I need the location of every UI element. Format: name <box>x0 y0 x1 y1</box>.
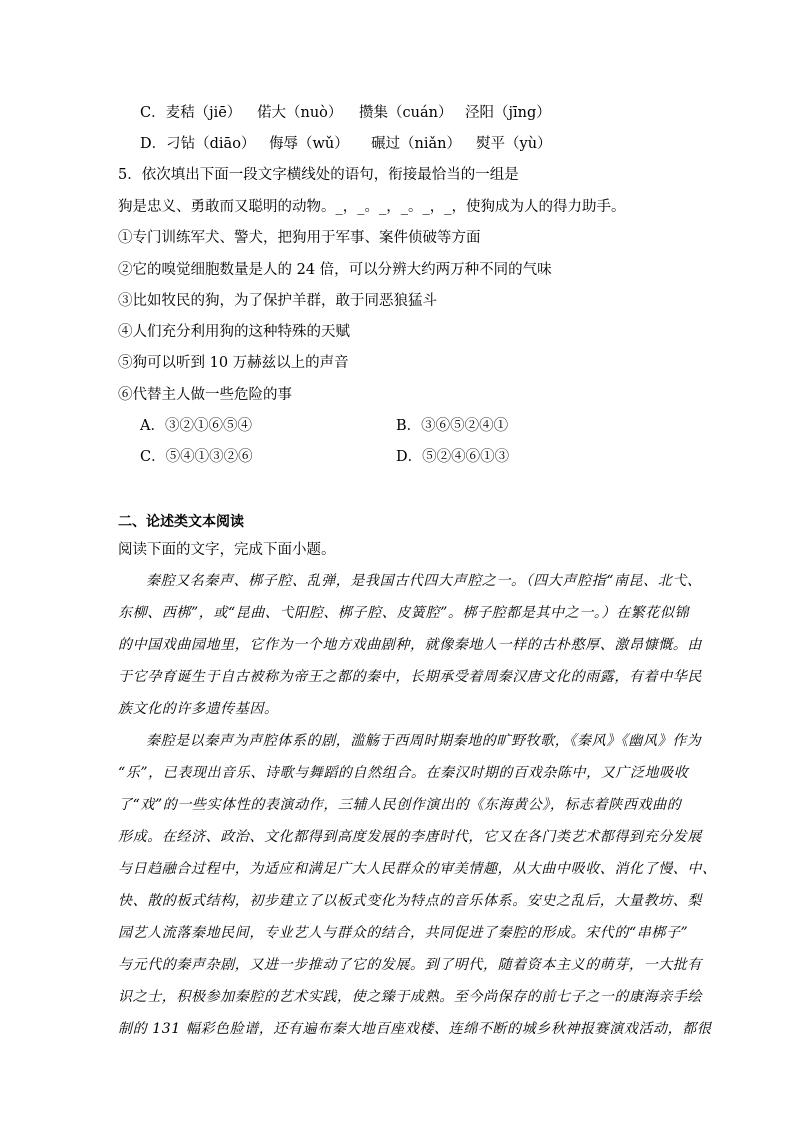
para2-line-5: 与日趋融合过程中，为适应和满足广大人民群众的审美情趣，从大曲中吸收、消化了慢、中、 <box>118 861 717 877</box>
q5-item-1: ①专门训练军犬、警犬，把狗用于军事、案件侦破等方面 <box>118 230 481 246</box>
q4-option-d-4: 熨平（yù） <box>476 136 552 152</box>
q5-choice-c: C．⑤④①③②⑥ <box>140 449 253 465</box>
section-title: 二、论述类文本阅读 <box>118 514 244 530</box>
q4-option-c-3: 攒集（cuán） <box>359 105 453 121</box>
q4-option-d-2: 侮辱（wǔ） <box>269 136 349 152</box>
para2-line-10: 制的 131 幅彩色脸谱，还有遍布秦大地百座戏楼、连绵不断的城乡秋神报赛演戏活动，都很 <box>118 1021 712 1037</box>
q5-choice-d: D．⑤②④⑥①③ <box>396 449 510 465</box>
q5-item-3: ③比如牧民的狗，为了保护羊群，敢于同恶狼猛斗 <box>118 293 437 309</box>
q5-passage: 狗是忠义、勇敢而又聪明的动物。_，_。_，_。_，_，使狗成为人的得力助手。 <box>118 199 626 215</box>
para2-line-7: 园艺人流落秦地民间，专业艺人与群众的结合，共同促进了秦腔的形成。宋代的“串梆子” <box>118 925 689 941</box>
q4-option-d-1: D．刁钻（diāo） <box>140 136 256 152</box>
para1-line-1: 秦腔又名秦声、梆子腔、乱弹，是我国古代四大声腔之一。（四大声腔指“南昆、北弋、 <box>146 573 702 589</box>
para1-line-3: 的中国戏曲园地里，它作为一个地方戏曲剧种，就像秦地人一样的古朴憨厚、激昂慷慨。由 <box>118 637 702 653</box>
q5-stem: 5．依次填出下面一段文字横线处的语句，衔接最恰当的一组是 <box>118 167 519 183</box>
para2-line-4: 形成。在经济、政治、文化都得到高度发展的李唐时代，它又在各门类艺术都得到充分发展 <box>118 829 702 845</box>
para2-line-8: 与元代的秦声杂剧，又进一步推动了它的发展。到了明代，随着资本主义的萌芽，一大批有 <box>118 957 702 973</box>
q5-item-5: ⑤狗可以听到 10 万赫兹以上的声音 <box>118 355 349 371</box>
para2-line-2: “乐”，已表现出音乐、诗歌与舞蹈的自然组合。在秦汉时期的百戏杂陈中，又广泛地吸收 <box>118 765 689 781</box>
q5-choice-a: A．③②①⑥⑤④ <box>140 418 252 434</box>
q4-option-c-4: 泾阳（jīng） <box>465 105 551 121</box>
q4-option-c-1: C．麦秸（jiē） <box>140 105 242 121</box>
para1-line-2: 东柳、西梆”，或“昆曲、弋阳腔、梆子腔、皮簧腔”。梆子腔都是其中之一。）在繁花似锦 <box>118 605 690 621</box>
q5-item-4: ④人们充分利用狗的这种特殊的天赋 <box>118 324 350 340</box>
q4-option-d-3: 碾过（niǎn） <box>371 136 461 152</box>
para1-line-5: 族文化的许多遗传基因。 <box>118 701 279 717</box>
q5-item-6: ⑥代替主人做一些危险的事 <box>118 387 292 403</box>
section-instruction: 阅读下面的文字，完成下面小题。 <box>118 542 336 558</box>
para2-line-3: 了“戏”的一些实体性的表演动作，三辅人民创作演出的《东海黄公》，标志着陕西戏曲的 <box>118 797 682 813</box>
q4-option-c-2: 偌大（nuò） <box>257 105 343 121</box>
para2-line-9: 识之士，积极参加秦腔的艺术实践，使之臻于成熟。至今尚保存的前七子之一的康海亲手绘 <box>118 989 702 1005</box>
q5-choice-b: B．③⑥⑤②④① <box>396 418 509 434</box>
para1-line-4: 于它孕育诞生于自古被称为帝王之都的秦中，长期承受着周秦汉唐文化的雨露，有着中华民 <box>118 669 702 685</box>
para2-line-6: 快、散的板式结构，初步建立了以板式变化为特点的音乐体系。安史之乱后，大量教坊、梨 <box>118 893 702 909</box>
para2-line-1: 秦腔是以秦声为声腔体系的剧，滥觞于西周时期秦地的旷野牧歌，《秦风》《幽风》作为 <box>146 733 702 749</box>
q5-item-2: ②它的嗅觉细胞数量是人的 24 倍，可以分辨大约两万种不同的气味 <box>118 262 552 278</box>
